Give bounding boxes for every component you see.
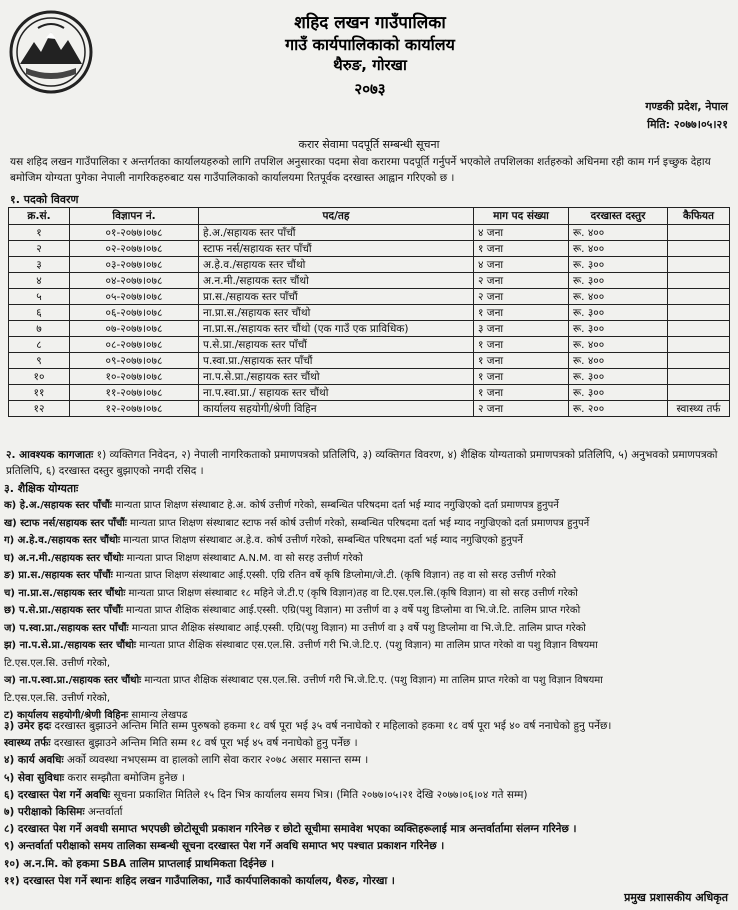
cell-remarks xyxy=(668,241,730,257)
condition-text: दरखास्त बुझाउने अन्तिम मिति सम्म १८ वर्ष पूरा भई ४५ वर्ष ननाघेको हुनु पर्नेछ । xyxy=(50,737,358,750)
condition-label: १०) अ.न.मि. को हकमा SBA तालिम प्राप्तलाई प्राथमिकता दिईनेछ । xyxy=(4,857,275,870)
qualification-text: मान्यता प्राप्त शैक्षिक संस्थाबाट एस.एल.सि. उत्तीर्ण गरी भि.जे.टि.ए. (पशु विज्ञान) मा तालिम प्राप्त गरेको वा पशु विज्ञान विषयमा xyxy=(136,640,598,651)
cell-count: २ जना xyxy=(474,289,569,305)
cell-count: ४ जना xyxy=(474,257,569,273)
qualification-item xyxy=(4,690,732,708)
posts-table xyxy=(8,207,730,417)
cell-sn: ७ xyxy=(9,321,70,337)
cell-ad-no: ०७-२०७७।०७८ xyxy=(70,321,199,337)
required-documents-text: १) व्यक्तिगत निवेदन, २) नेपाली नागरिकताको प्रमाणपत्रको प्रतिलिपि, ३) व्यक्तिगत विवरण, ४) शैक्षिक योग्यताको प्रमाणपत्रको प्रतिलिपि, ५) अनुभवको प्रमाणपत्रको प्रतिलिपि, ६) दरखास्त दस्तुर बुझाएको नगदी रसिद । xyxy=(6,449,718,477)
col-header-ad-no: विज्ञापन नं. xyxy=(70,208,199,225)
cell-remarks xyxy=(668,305,730,321)
col-header-sn: क्र.सं. xyxy=(9,208,70,225)
cell-count: १ जना xyxy=(474,353,569,369)
nepal-emblem-logo xyxy=(8,8,94,96)
cell-post: ना.प्रा.स./सहायक स्तर चौंथो (एक गाउँ एक प्राविधिक) xyxy=(199,321,474,337)
cell-post: हे.अ./सहायक स्तर पाँचौं xyxy=(199,225,474,241)
cell-ad-no: ०२-२०७७।०७८ xyxy=(70,241,199,257)
cell-remarks xyxy=(668,385,730,401)
table-row xyxy=(9,369,730,385)
qualification-post-label: ख) स्टाफ नर्स/सहायक स्तर पाँचौंः xyxy=(4,517,127,529)
condition-item xyxy=(4,752,732,769)
cell-fee: रू. ३०० xyxy=(569,321,668,337)
cell-sn: ८ xyxy=(9,337,70,353)
cell-remarks xyxy=(668,273,730,289)
qualification-post-label: झ) ना.प.से.प्रा./सहायक स्तर चौंथोः xyxy=(4,640,137,651)
cell-remarks xyxy=(668,257,730,273)
cell-ad-no: १०-२०७७।०७८ xyxy=(70,369,199,385)
condition-label: ५) सेवा सुविधाः xyxy=(4,771,65,784)
cell-post: ना.प.स्वा.प्रा./ सहायक स्तर चौंथो xyxy=(199,385,474,401)
cell-post: कार्यालय सहयोगी/श्रेणी विहिन xyxy=(199,401,474,417)
cell-fee: रू. ३०० xyxy=(569,305,668,321)
cell-sn: ३ xyxy=(9,257,70,273)
condition-item xyxy=(4,804,732,821)
cell-remarks xyxy=(668,289,730,305)
cell-post: ना.प.से.प्रा./सहायक स्तर चौंथो xyxy=(199,369,474,385)
cell-remarks: स्वास्थ्य तर्फ xyxy=(668,401,730,417)
table-header-row xyxy=(9,208,730,225)
table-row xyxy=(9,225,730,241)
col-header-fee: दरखास्त दस्तुर xyxy=(569,208,668,225)
table-row xyxy=(9,273,730,289)
cell-ad-no: ०१-२०७७।०७८ xyxy=(70,225,199,241)
qualification-text: सामान्य लेखपढ xyxy=(128,710,188,721)
section-post-details-title: १. पदको विवरण xyxy=(10,193,79,206)
qualification-text: मान्यता प्राप्त शैक्षिक संस्थाबाट आई.एस्सी. एग्रि(पशु विज्ञान) मा उत्तीर्ण वा ३ वर्षे पशु डिप्लोमा वा भि.जे.टि. तालिम प्राप्त गरेको xyxy=(128,622,586,634)
condition-label: ९) अन्तर्वार्ता परीक्षाको समय तालिका सम्बन्धी सूचना दरखास्त पेश गर्ने अवधि समाप्त भए पश्चात प्रकाशन गरिनेछ । xyxy=(4,840,445,853)
condition-item xyxy=(4,770,732,787)
cell-fee: रू. ४०० xyxy=(569,225,668,241)
cell-post: प्रा.स./सहायक स्तर पाँचौं xyxy=(199,289,474,305)
cell-post: स्टाफ नर्स/सहायक स्तर पाँचौं xyxy=(199,241,474,257)
cell-sn: ५ xyxy=(9,289,70,305)
condition-item xyxy=(4,787,732,804)
qualification-post-label: ङ) प्रा.स./सहायक स्तर पाँचौंः xyxy=(4,570,113,581)
notice-date: मिति: २०७७।०५।२१ xyxy=(647,118,728,131)
cell-ad-no: ०४-२०७७।०७८ xyxy=(70,273,199,289)
condition-text: सूचना प्रकाशित मितिले १५ दिन भित्र कार्यालय समय भित्र। (मिति २०७७।०५।२१ देखि २०७७।०६।०४ गते सम्म) xyxy=(110,788,528,801)
qualification-item xyxy=(4,637,732,655)
condition-label: ४) कार्य अवधिः xyxy=(4,754,64,767)
condition-item xyxy=(4,718,732,735)
cell-sn: ९ xyxy=(9,353,70,369)
table-row xyxy=(9,321,730,337)
cell-count: १ जना xyxy=(474,305,569,321)
qualification-post-label: ट) कार्यालय सहयोगी/श्रेणी विहिनः xyxy=(4,710,129,721)
required-documents xyxy=(6,448,732,479)
cell-count: २ जना xyxy=(474,401,569,417)
cell-ad-no: ०६-२०७७।०७८ xyxy=(70,305,199,321)
cell-post: ना.प्रा.स./सहायक स्तर चौंथो xyxy=(199,305,474,321)
qualification-post-label: ञ) ना.प.स्वा.प्रा./सहायक स्तर चौंथोः xyxy=(4,675,142,686)
qualification-text: मान्यता प्राप्त शिक्षण संस्थाबाट १८ महिने जे.टी.ए (कृषि विज्ञान)तह वा टि.एस.एल.सि.(कृषि विज्ञान) वा सो सरह उत्तीर्ण गरेको xyxy=(125,587,578,599)
qualification-post-label: क) हे.अ./सहायक स्तर पाँचौंः xyxy=(4,500,112,511)
condition-text: अन्तर्वार्ता xyxy=(84,806,123,819)
qualification-text: टि.एस.एल.सि. उत्तीर्ण गरेको, xyxy=(4,692,111,704)
condition-text: अर्को व्यवस्था नभएसम्म वा हालको लागि सेवा करार २०७८ असार मसान्त सम्म । xyxy=(63,754,369,767)
condition-label: स्वास्थ्य तर्फः xyxy=(4,737,51,750)
qualification-text: टि.एस.एल.सि. उत्तीर्ण गरेको, xyxy=(4,657,111,669)
qualification-text: मान्यता प्राप्त शिक्षण संस्थाबाट स्टाफ नर्स कोर्ष उत्तीर्ण गरेको, सम्बन्धित परिषदमा दर्ता भई म्याद नगुज्रिएको दर्ता प्रमाणपत्र हुनुपर्ने xyxy=(126,517,590,529)
table-row xyxy=(9,385,730,401)
cell-fee: रू. ३०० xyxy=(569,385,668,401)
qualification-item xyxy=(4,602,732,620)
cell-count: १ जना xyxy=(474,385,569,401)
cell-ad-no: ०८-२०७७।०७८ xyxy=(70,337,199,353)
cell-sn: १२ xyxy=(9,401,70,417)
cell-remarks xyxy=(668,225,730,241)
table-row xyxy=(9,353,730,369)
qualification-text: मान्यता प्राप्त शैक्षिक संस्थाबाट आई.एस्सी. एग्रि(पशु विज्ञान) मा उत्तीर्ण वा ३ वर्षे पशु डिप्लोमा वा भि.जे.टि. तालिम प्राप्त गरेको xyxy=(122,605,581,616)
cell-fee: रू. ४०० xyxy=(569,353,668,369)
province-label: गण्डकी प्रदेश, नेपाल xyxy=(645,100,728,113)
cell-fee: रू. ४०० xyxy=(569,337,668,353)
cell-count: १ जना xyxy=(474,241,569,257)
qualification-text: मान्यता प्राप्त शैक्षिक संस्थाबाट एस.एल.सि. उत्तीर्ण गरी भि.जे.टि.ए. (पशु विज्ञान) मा तालिम प्राप्त गरेको वा पशु विज्ञान विषयमा xyxy=(141,675,603,686)
cell-remarks xyxy=(668,353,730,369)
cell-sn: १० xyxy=(9,369,70,385)
cell-ad-no: १२-२०७७।०७८ xyxy=(70,401,199,417)
cell-count: १ जना xyxy=(474,337,569,353)
col-header-post: पद/तह xyxy=(199,208,474,225)
condition-item xyxy=(4,838,732,855)
cell-ad-no: ०५-२०७७।०७८ xyxy=(70,289,199,305)
cell-count: १ जना xyxy=(474,369,569,385)
condition-label: ६) दरखास्त पेश गर्ने अवधिः xyxy=(4,788,111,801)
cell-count: ४ जना xyxy=(474,225,569,241)
cell-ad-no: ०३-२०७७।०७८ xyxy=(70,257,199,273)
cell-fee: रू. ३०० xyxy=(569,273,668,289)
qualification-text: मान्यता प्राप्त शिक्षण संस्थाबाट आई.एस्सी. एग्रि रतिन वर्षे कृषि डिप्लोमा/जे.टी. (कृषि विज्ञान) तह वा सो सरह उत्तीर्ण गरेको xyxy=(112,570,556,581)
office-name: गाउँ कार्यपालिकाको कार्यालय xyxy=(285,35,455,54)
cell-remarks xyxy=(668,337,730,353)
condition-item xyxy=(4,873,732,890)
cell-post: अ.न.मी./सहायक स्तर चौंथो xyxy=(199,273,474,289)
cell-fee: रू. ४०० xyxy=(569,289,668,305)
qualification-item xyxy=(4,515,732,533)
table-row xyxy=(9,289,730,305)
qualification-text: मान्यता प्राप्त शिक्षण संस्थाबाट अ.हे.व. कोर्ष उत्तीर्ण गरेको, सम्बन्धित परिषदमा दर्ता भई म्याद नगुज्रिएको हुनुपर्ने xyxy=(119,535,523,546)
cell-remarks xyxy=(668,369,730,385)
cell-ad-no: ११-२०७७।०७८ xyxy=(70,385,199,401)
table-row xyxy=(9,241,730,257)
cell-fee: रू. ३०० xyxy=(569,369,668,385)
qualification-item xyxy=(4,567,732,585)
cell-sn: ६ xyxy=(9,305,70,321)
cell-fee: रू. २०० xyxy=(569,401,668,417)
cell-count: ३ जना xyxy=(474,321,569,337)
qualification-post-label: छ) प.से.प्रा./सहायक स्तर पाँचौंः xyxy=(4,605,123,616)
qualification-item xyxy=(4,620,732,638)
condition-item xyxy=(4,856,732,873)
qualification-item xyxy=(4,672,732,690)
qualification-text: मान्यता प्राप्त शिक्षण संस्थाबाट A.N.M. वा सो सरह उत्तीर्ण गरेको xyxy=(123,552,363,564)
table-row xyxy=(9,305,730,321)
qualification-item xyxy=(4,532,732,550)
condition-label: ३) उमेर हदः xyxy=(4,720,52,732)
section-qualifications-title: ३. शैक्षिक योग्यताः xyxy=(4,482,79,495)
qualification-item xyxy=(4,497,732,515)
qualification-post-label: च) ना.प्रा.स./सहायक स्तर चौंथोः xyxy=(4,587,126,599)
cell-ad-no: ०९-२०७७।०७८ xyxy=(70,353,199,369)
cell-post: अ.हे.व./सहायक स्तर चौंथो xyxy=(199,257,474,273)
cell-sn: ४ xyxy=(9,273,70,289)
cell-post: प.से.प्रा./सहायक स्तर पाँचौं xyxy=(199,337,474,353)
notice-subject: करार सेवामा पदपूर्ति सम्बन्धी सूचना xyxy=(298,138,440,151)
qualification-text: मान्यता प्राप्त शिक्षण संस्थाबाट हे.अ. कोर्ष उत्तीर्ण गरेको, सम्बन्धित परिषदमा दर्ता भई म्याद नगुज्रिएको दर्ता प्रमाणपत्र हुनुपर्ने xyxy=(111,500,559,511)
table-row xyxy=(9,401,730,417)
cell-sn: २ xyxy=(9,241,70,257)
cell-fee: रू. ३०० xyxy=(569,257,668,273)
table-row xyxy=(9,257,730,273)
condition-label: ७) परीक्षाको किसिमः xyxy=(4,806,85,819)
condition-label: ११) दरखास्त पेश गर्ने स्थानः शहिद लखन गाउँपालिका, गाउँ कार्यपालिकाको कार्यालय, थैरुङ, गोरखा । xyxy=(4,874,395,887)
cell-post: प.स्वा.प्रा./सहायक स्तर पाँचौं xyxy=(199,353,474,369)
cell-remarks xyxy=(668,321,730,337)
table-row xyxy=(9,337,730,353)
cell-fee: रू. ४०० xyxy=(569,241,668,257)
condition-text: करार सम्झौता बमोजिम हुनेछ । xyxy=(64,771,185,784)
cell-count: २ जना xyxy=(474,273,569,289)
established-year: २०७३ xyxy=(354,80,386,98)
qualification-item xyxy=(4,655,732,673)
notice-intro: यस शहिद लखन गाउँपालिका र अन्तर्गतका कार्यालयहरुको लागि तपशिल अनुसारका पदमा सेवा करारमा पदपूर्ति गर्नुपर्ने भएकोले तपशिलका शर्तहरुको अधिनमा रही काम गर्न इच्छुक देहाय बमोजिम योग्यता पुगेका नेपाली नागरिकहरुबाट यस गाउँपालिकाको कार्यालयमा रितपूर्वक दरखास्त आह्वान गरिएको छ । xyxy=(10,156,711,184)
col-header-remarks: कैफियत xyxy=(668,208,730,225)
qualification-post-label: ज) प.स्वा.प्रा./सहायक स्तर पाँचौंः xyxy=(4,622,129,634)
condition-text: दरखास्त बुझाउने अन्तिम मिति सम्म पुरुषको हकमा १८ वर्ष पूरा भई ३५ वर्ष ननाघेको र महिलाको हकमा १८ वर्ष पूरा भई ४० वर्ष ननाघेको हुनु पर्नेछ। xyxy=(51,720,612,732)
qualification-list xyxy=(4,497,732,725)
qualification-item xyxy=(4,550,732,568)
condition-item xyxy=(4,735,732,752)
conditions-list xyxy=(4,718,732,890)
municipality-name: शहिद लखन गाउँपालिका xyxy=(294,13,446,33)
signatory-title: प्रमुख प्रशासकीय अधिकृत xyxy=(624,891,728,904)
condition-item xyxy=(4,821,732,838)
col-header-count: माग पद संख्या xyxy=(474,208,569,225)
qualification-item xyxy=(4,585,732,603)
cell-sn: १ xyxy=(9,225,70,241)
required-documents-label: २. आवश्यक कागजातः xyxy=(6,449,94,461)
qualification-post-label: घ) अ.न.मी./सहायक स्तर चौंथोः xyxy=(4,552,124,564)
condition-label: ८) दरखास्त पेश गर्ने अवधी समाप्त भएपछी छोटोसूची प्रकाशन गरिनेछ र छोटो सूचीमा समावेश भएका व्यक्तिहरूलाई मात्र अन्तर्वार्तामा संलग्न गरिनेछ । xyxy=(4,823,577,836)
qualification-post-label: ग) अ.हे.व./सहायक स्तर चौंथोः xyxy=(4,535,120,546)
office-address: थैरुङ, गोरखा xyxy=(333,56,407,74)
cell-sn: ११ xyxy=(9,385,70,401)
